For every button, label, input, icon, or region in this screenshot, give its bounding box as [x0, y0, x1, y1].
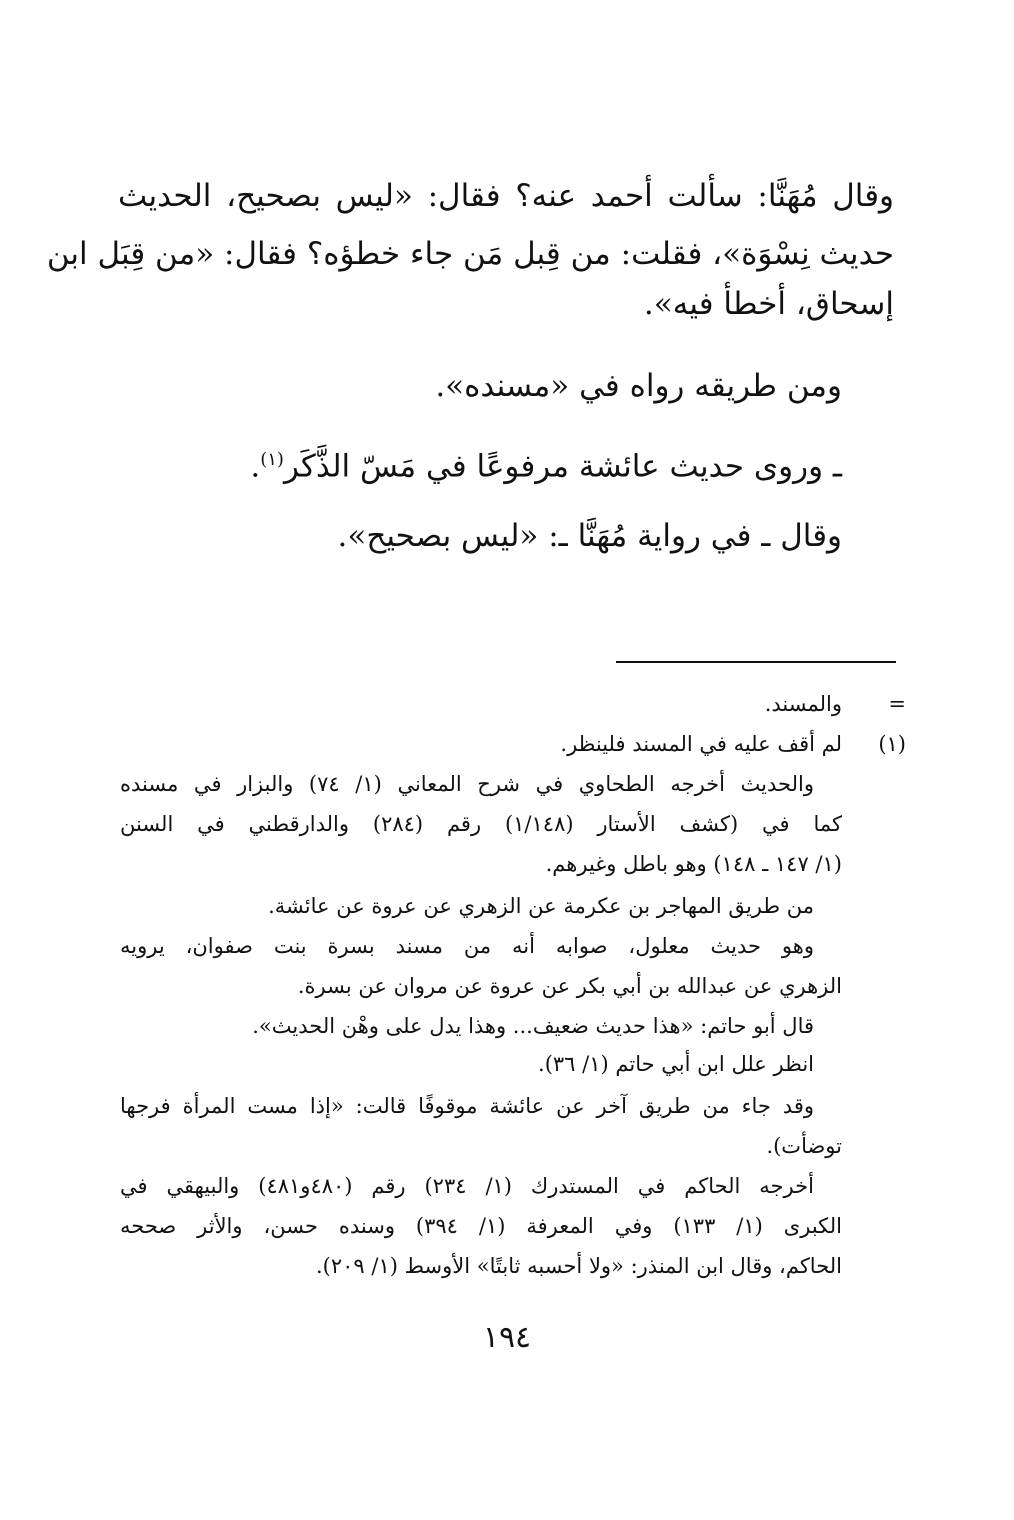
footnote-line-2: والحديث أخرجه الطحاوي في شرح المعاني (١/ ٧٤) والبزار في مسنده: [120, 772, 814, 796]
footnote-continuation: والمسند.: [764, 692, 842, 716]
footnote-line-14: الحاكم، وقال ابن المنذر: «ولا أحسبه ثابتًا» الأوسط (١/ ٢٠٩).: [315, 1254, 842, 1278]
footnote-line-5: من طريق المهاجر بن عكرمة عن الزهري عن عروة عن عائشة.: [268, 894, 814, 918]
footnote-line-13: الكبرى (١/ ١٣٣) وفي المعرفة (١/ ٣٩٤) وسنده حسن، والأثر صححه: [120, 1214, 842, 1238]
main-line-3: إسحاق، أخطأ فيه».: [643, 286, 894, 322]
footnote-ref-1: (١): [260, 449, 284, 470]
main-line-6: وقال ـ في رواية مُهَنَّا ـ: «ليس بصحيح».: [337, 518, 842, 554]
main-line-4: ومن طريقه رواه في «مسنده».: [435, 368, 842, 404]
footnote-line-1: لم أقف عليه في المسند فلينظر.: [560, 732, 842, 756]
main-line-1: وقال مُهَنَّا: سألت أحمد عنه؟ فقال: «ليس بصحيح، الحديث: [118, 178, 894, 214]
footnote-line-4: (١/ ١٤٧ ـ ١٤٨) وهو باطل وغيرهم.: [545, 852, 842, 876]
continuation-marker: =: [888, 692, 906, 716]
footnote-line-7: الزهري عن عبدالله بن أبي بكر عن عروة عن مروان عن بسرة.: [297, 974, 842, 998]
footnote-number: (١): [878, 732, 906, 756]
footnote-line-11: توضأت).: [766, 1134, 842, 1158]
main-line-5-end: .: [250, 448, 261, 485]
main-line-5-text: ـ وروى حديث عائشة مرفوعًا في مَسّ الذَّكَر: [283, 448, 842, 485]
footnote-line-9: انظر علل ابن أبي حاتم (١/ ٣٦).: [538, 1052, 814, 1076]
main-line-2: حديث نِسْوَة»، فقلت: من قِبل مَن جاء خطؤه؟ فقال: «من قِبَل ابن: [46, 236, 894, 272]
footnote-line-6: وهو حديث معلول، صوابه أنه من مسند بسرة بنت صفوان، يرويه: [120, 934, 814, 958]
footnote-line-8: قال أبو حاتم: «هذا حديث ضعيف... وهذا يدل على وهْن الحديث».: [252, 1014, 814, 1038]
main-line-5: [250, 440, 842, 486]
page-number: ١٩٤: [482, 1320, 532, 1355]
footnote-line-10: وقد جاء من طريق آخر عن عائشة موقوفًا قالت: «إذا مست المرأة فرجها: [120, 1094, 814, 1118]
footnote-separator: [616, 661, 896, 663]
footnote-line-12: أخرجه الحاكم في المستدرك (١/ ٢٣٤) رقم (٤٨٠و٤٨١) والبيهقي في: [120, 1174, 814, 1198]
footnote-line-3: كما في (كشف الأستار (١/١٤٨) رقم (٢٨٤) والدارقطني في السنن: [120, 812, 842, 836]
